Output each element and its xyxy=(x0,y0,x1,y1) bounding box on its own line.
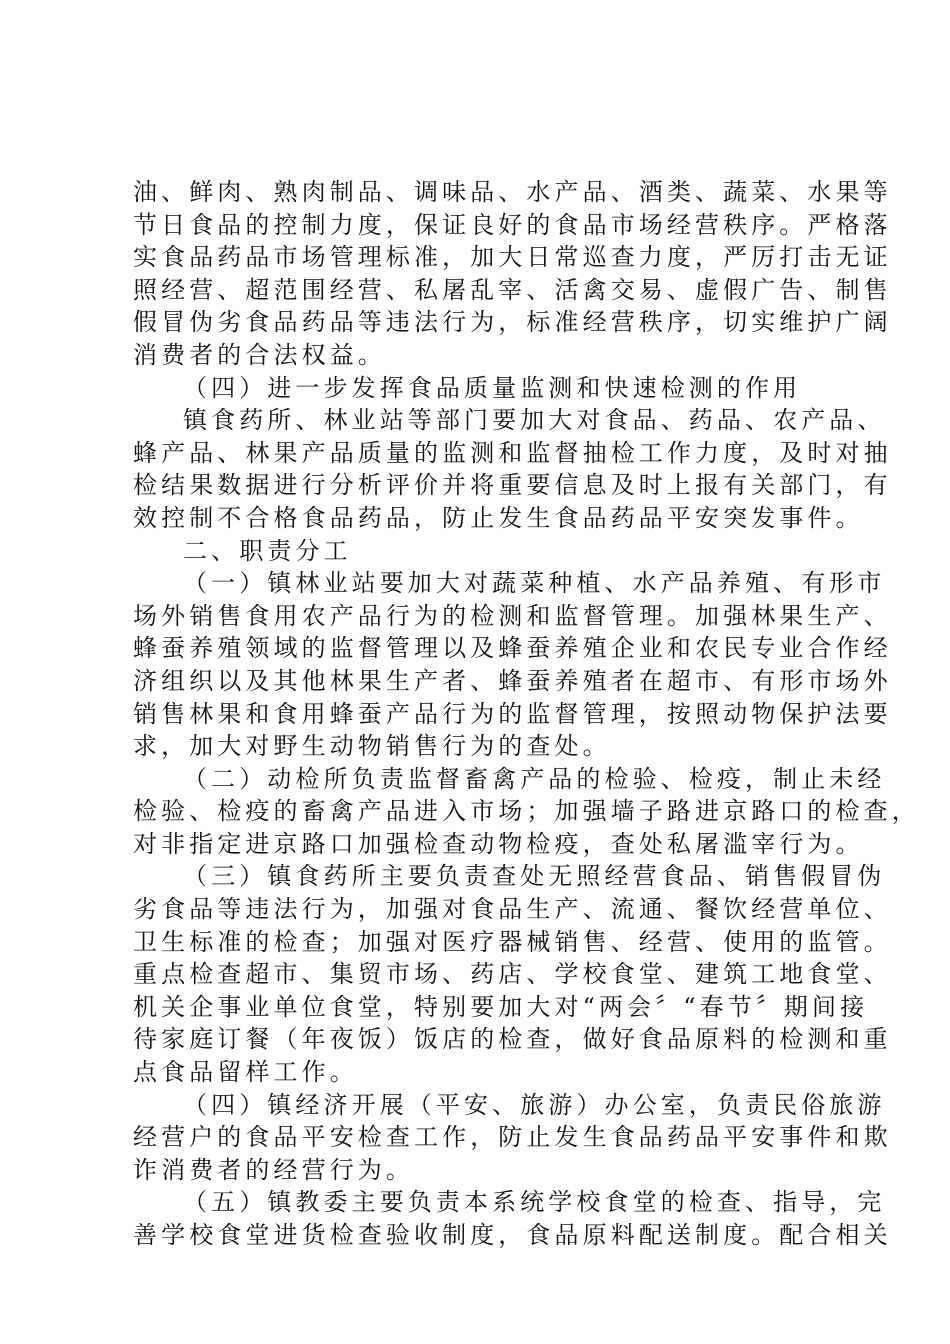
text-line: 蜂产品、林果产品质量的监测和监督抽检工作力度，及时对抽 xyxy=(133,438,892,467)
text-line: 卫生标准的检查；加强对医疗器械销售、经营、使用的监管。 xyxy=(133,927,892,956)
text-line: 销售林果和食用蜂蚕产品行为的监督管理，按照动物保护法要 xyxy=(133,699,892,728)
text-line: 机关企事业单位食堂，特别要加大对“两会〞“春节〞期间接 xyxy=(133,992,869,1021)
text-line: 重点检查超市、集贸市场、药店、学校食堂、建筑工地食堂、 xyxy=(133,960,892,989)
text-line: 待家庭订餐（年夜饭）饭店的检查，做好食品原料的检测和重 xyxy=(133,1025,892,1054)
text-line: 效控制不合格食品药品，防止发生食品药品平安突发事件。 xyxy=(133,503,864,532)
text-line: （一）镇林业站要加大对蔬菜种植、水产品养殖、有形市 xyxy=(183,569,886,598)
text-line: 善学校食堂进货检查验收制度，食品原料配送制度。配合相关 xyxy=(133,1221,892,1249)
text-line: （二）动检所负责监督畜禽产品的检验、检疫，制止未经 xyxy=(183,764,886,793)
document-body xyxy=(133,176,920,1252)
text-line: 镇食药所、林业站等部门要加大对食品、药品、农产品、 xyxy=(183,406,886,435)
text-line: 求，加大对野生动物销售行为的查处。 xyxy=(133,732,611,761)
text-line: 检验、检疫的畜禽产品进入市场；加强墙子路进京路口的检查， xyxy=(133,797,920,826)
text-line: 实食品药品市场管理标准，加大日常巡查力度，严厉打击无证 xyxy=(133,243,892,272)
text-line: 经营户的食品平安检查工作，防止发生食品药品平安事件和欺 xyxy=(133,1123,892,1152)
text-line: 检结果数据进行分析评价并将重要信息及时上报有关部门，有 xyxy=(133,471,892,500)
text-line: （五）镇教委主要负责本系统学校食堂的检查、指导，完 xyxy=(183,1188,886,1217)
text-line: 油、鲜肉、熟肉制品、调味品、水产品、酒类、蔬菜、水果等 xyxy=(133,178,892,206)
text-line: 劣食品等违法行为，加强对食品生产、流通、餐饮经营单位、 xyxy=(133,895,892,924)
text-line: 照经营、超范围经营、私屠乱宰、活禽交易、虚假广告、制售 xyxy=(133,275,892,304)
text-line: （三）镇食药所主要负责查处无照经营食品、销售假冒伪 xyxy=(183,862,886,891)
text-line: 济组织以及其他林果生产者、蜂蚕养殖者在超市、有形市场外 xyxy=(133,666,892,695)
text-line: 蜂蚕养殖领域的监督管理以及蜂蚕养殖企业和农民专业合作经 xyxy=(133,634,892,663)
text-line: 对非指定进京路口加强检查动物检疫，查处私屠滥宰行为。 xyxy=(133,829,864,858)
text-line: 诈消费者的经营行为。 xyxy=(133,1155,414,1184)
text-line: 消费者的合法权益。 xyxy=(133,340,386,369)
text-line: 点食品留样工作。 xyxy=(133,1058,358,1087)
section-heading: （四）进一步发挥食品质量监测和快速检测的作用 xyxy=(183,373,802,402)
section-heading: 二、职责分工 xyxy=(183,536,352,565)
text-line: 假冒伪劣食品药品等违法行为，标准经营秩序，切实维护广阔 xyxy=(133,308,892,337)
text-line: （四）镇经济开展（平安、旅游）办公室，负责民俗旅游 xyxy=(183,1090,886,1119)
text-line: 节日食品的控制力度，保证良好的食品市场经营秩序。严格落 xyxy=(133,210,892,239)
text-line: 场外销售食用农产品行为的检测和监督管理。加强林果生产、 xyxy=(133,601,892,630)
